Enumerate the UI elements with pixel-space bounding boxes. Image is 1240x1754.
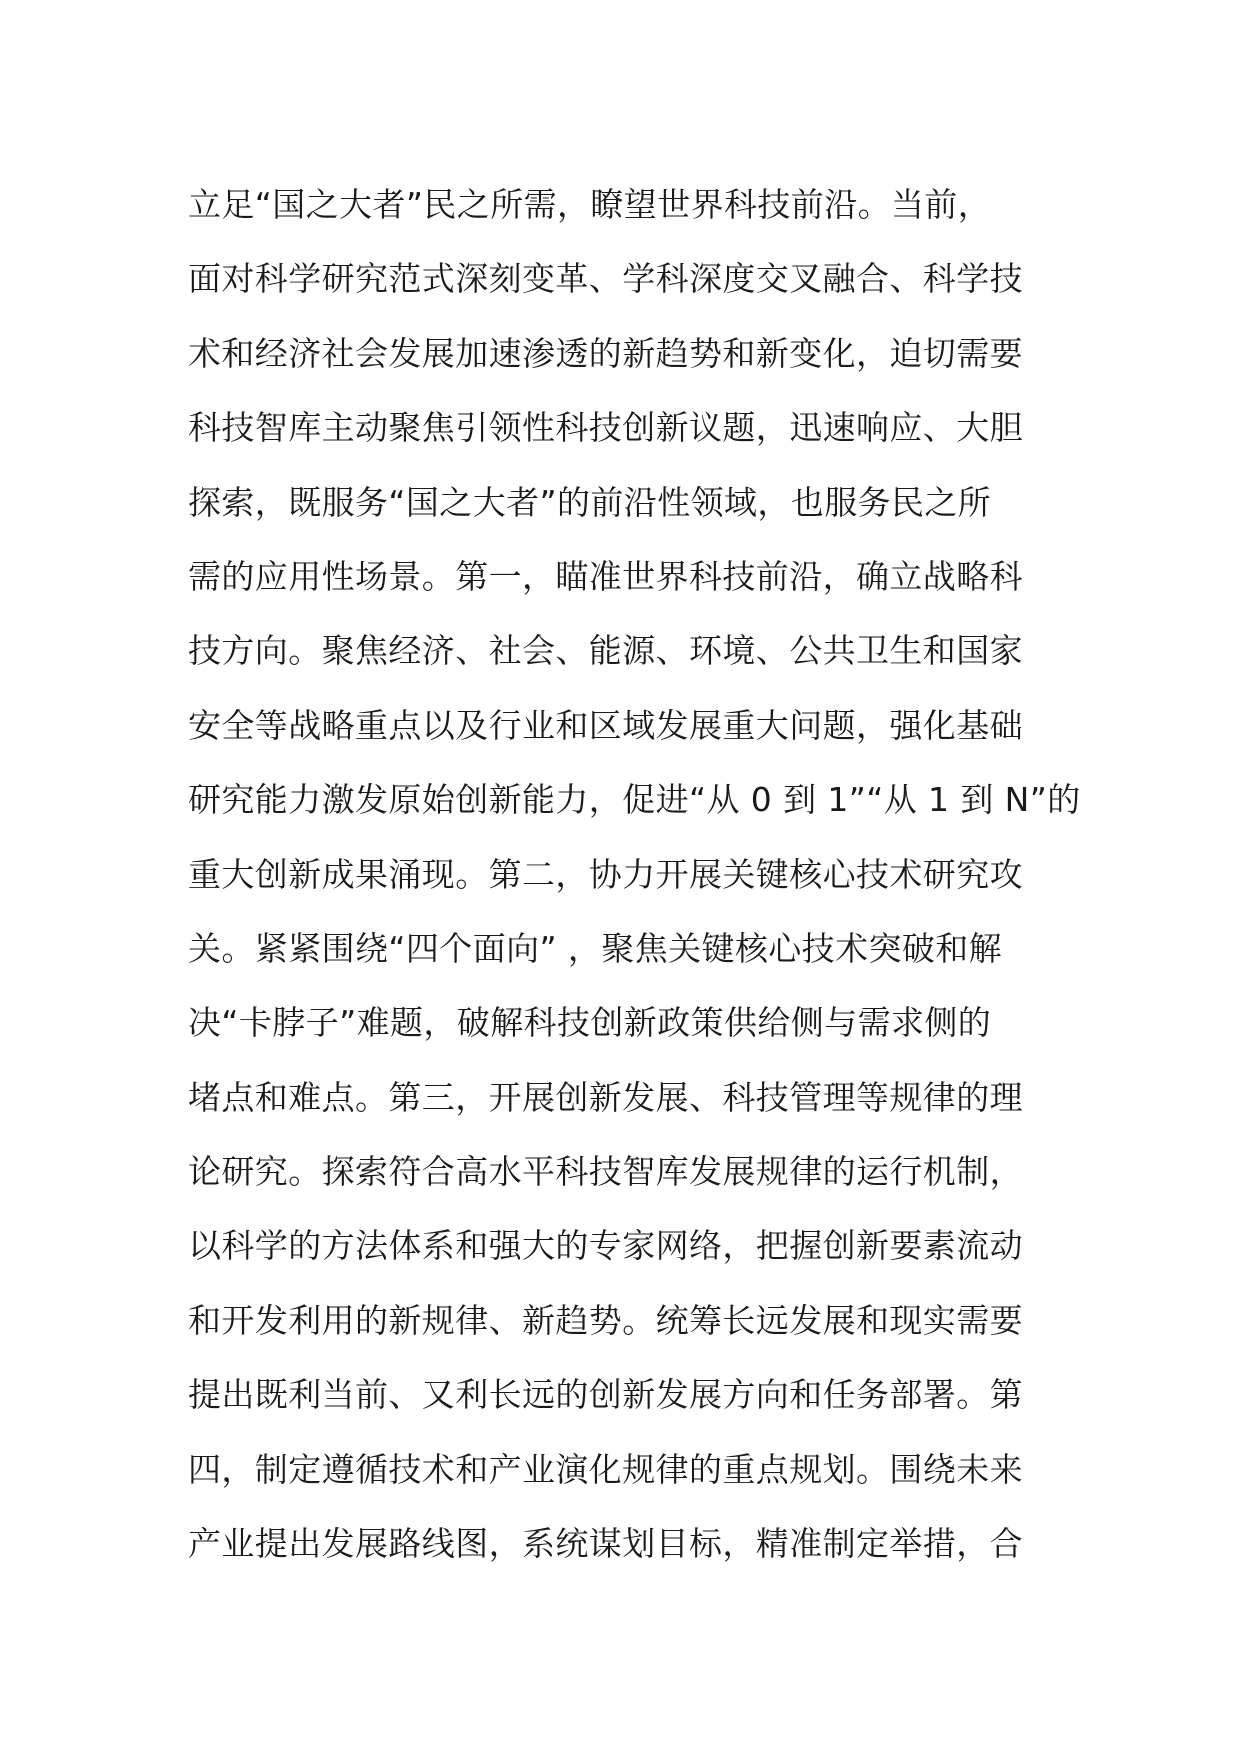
body-paragraph xyxy=(188,168,1081,1581)
text-line: 术和经济社会发展加速渗透的新趋势和新变化，迫切需要 xyxy=(188,333,1023,373)
text-line: 探索，既服务“国之大者”的前沿性领域，也服务民之所 xyxy=(188,482,992,522)
text-line: 研究能力激发原始创新能力，促进“从 0 到 1”“从 1 到 N”的 xyxy=(188,780,1081,820)
text-line: 决“卡脖子”难题，破解科技创新政策供给侧与需求侧的 xyxy=(188,1003,992,1043)
text-line: 关。紧紧围绕“四个面向” ，聚焦关键核心技术突破和解 xyxy=(188,928,1003,968)
text-line: 需的应用性场景。第一，瞄准世界科技前沿，确立战略科 xyxy=(188,556,1023,596)
text-line: 重大创新成果涌现。第二，协力开展关键核心技术研究攻 xyxy=(188,854,1023,894)
text-line: 论研究。探索符合高水平科技智库发展规律的运行机制， xyxy=(188,1152,1023,1192)
text-line: 堵点和难点。第三，开展创新发展、科技管理等规律的理 xyxy=(188,1077,1023,1117)
text-line: 技方向。聚焦经济、社会、能源、环境、公共卫生和国家 xyxy=(188,631,1023,671)
text-line: 面对科学研究范式深刻变革、学科深度交叉融合、科学技 xyxy=(188,259,1023,299)
text-line: 以科学的方法体系和强大的专家网络，把握创新要素流动 xyxy=(188,1226,1023,1266)
text-line: 产业提出发展路线图，系统谋划目标，精准制定举措，合 xyxy=(188,1524,1023,1564)
text-line: 提出既利当前、又利长远的创新发展方向和任务部署。第 xyxy=(188,1375,1023,1415)
text-line: 四，制定遵循技术和产业演化规律的重点规划。围绕未来 xyxy=(188,1449,1023,1489)
text-line: 科技智库主动聚焦引领性科技创新议题，迅速响应、大胆 xyxy=(188,408,1023,448)
text-line: 安全等战略重点以及行业和区域发展重大问题，强化基础 xyxy=(188,705,1023,745)
text-line: 和开发利用的新规律、新趋势。统筹长远发展和现实需要 xyxy=(188,1300,1023,1340)
text-line: 立足“国之大者”民之所需，瞭望世界科技前沿。当前， xyxy=(188,185,992,224)
